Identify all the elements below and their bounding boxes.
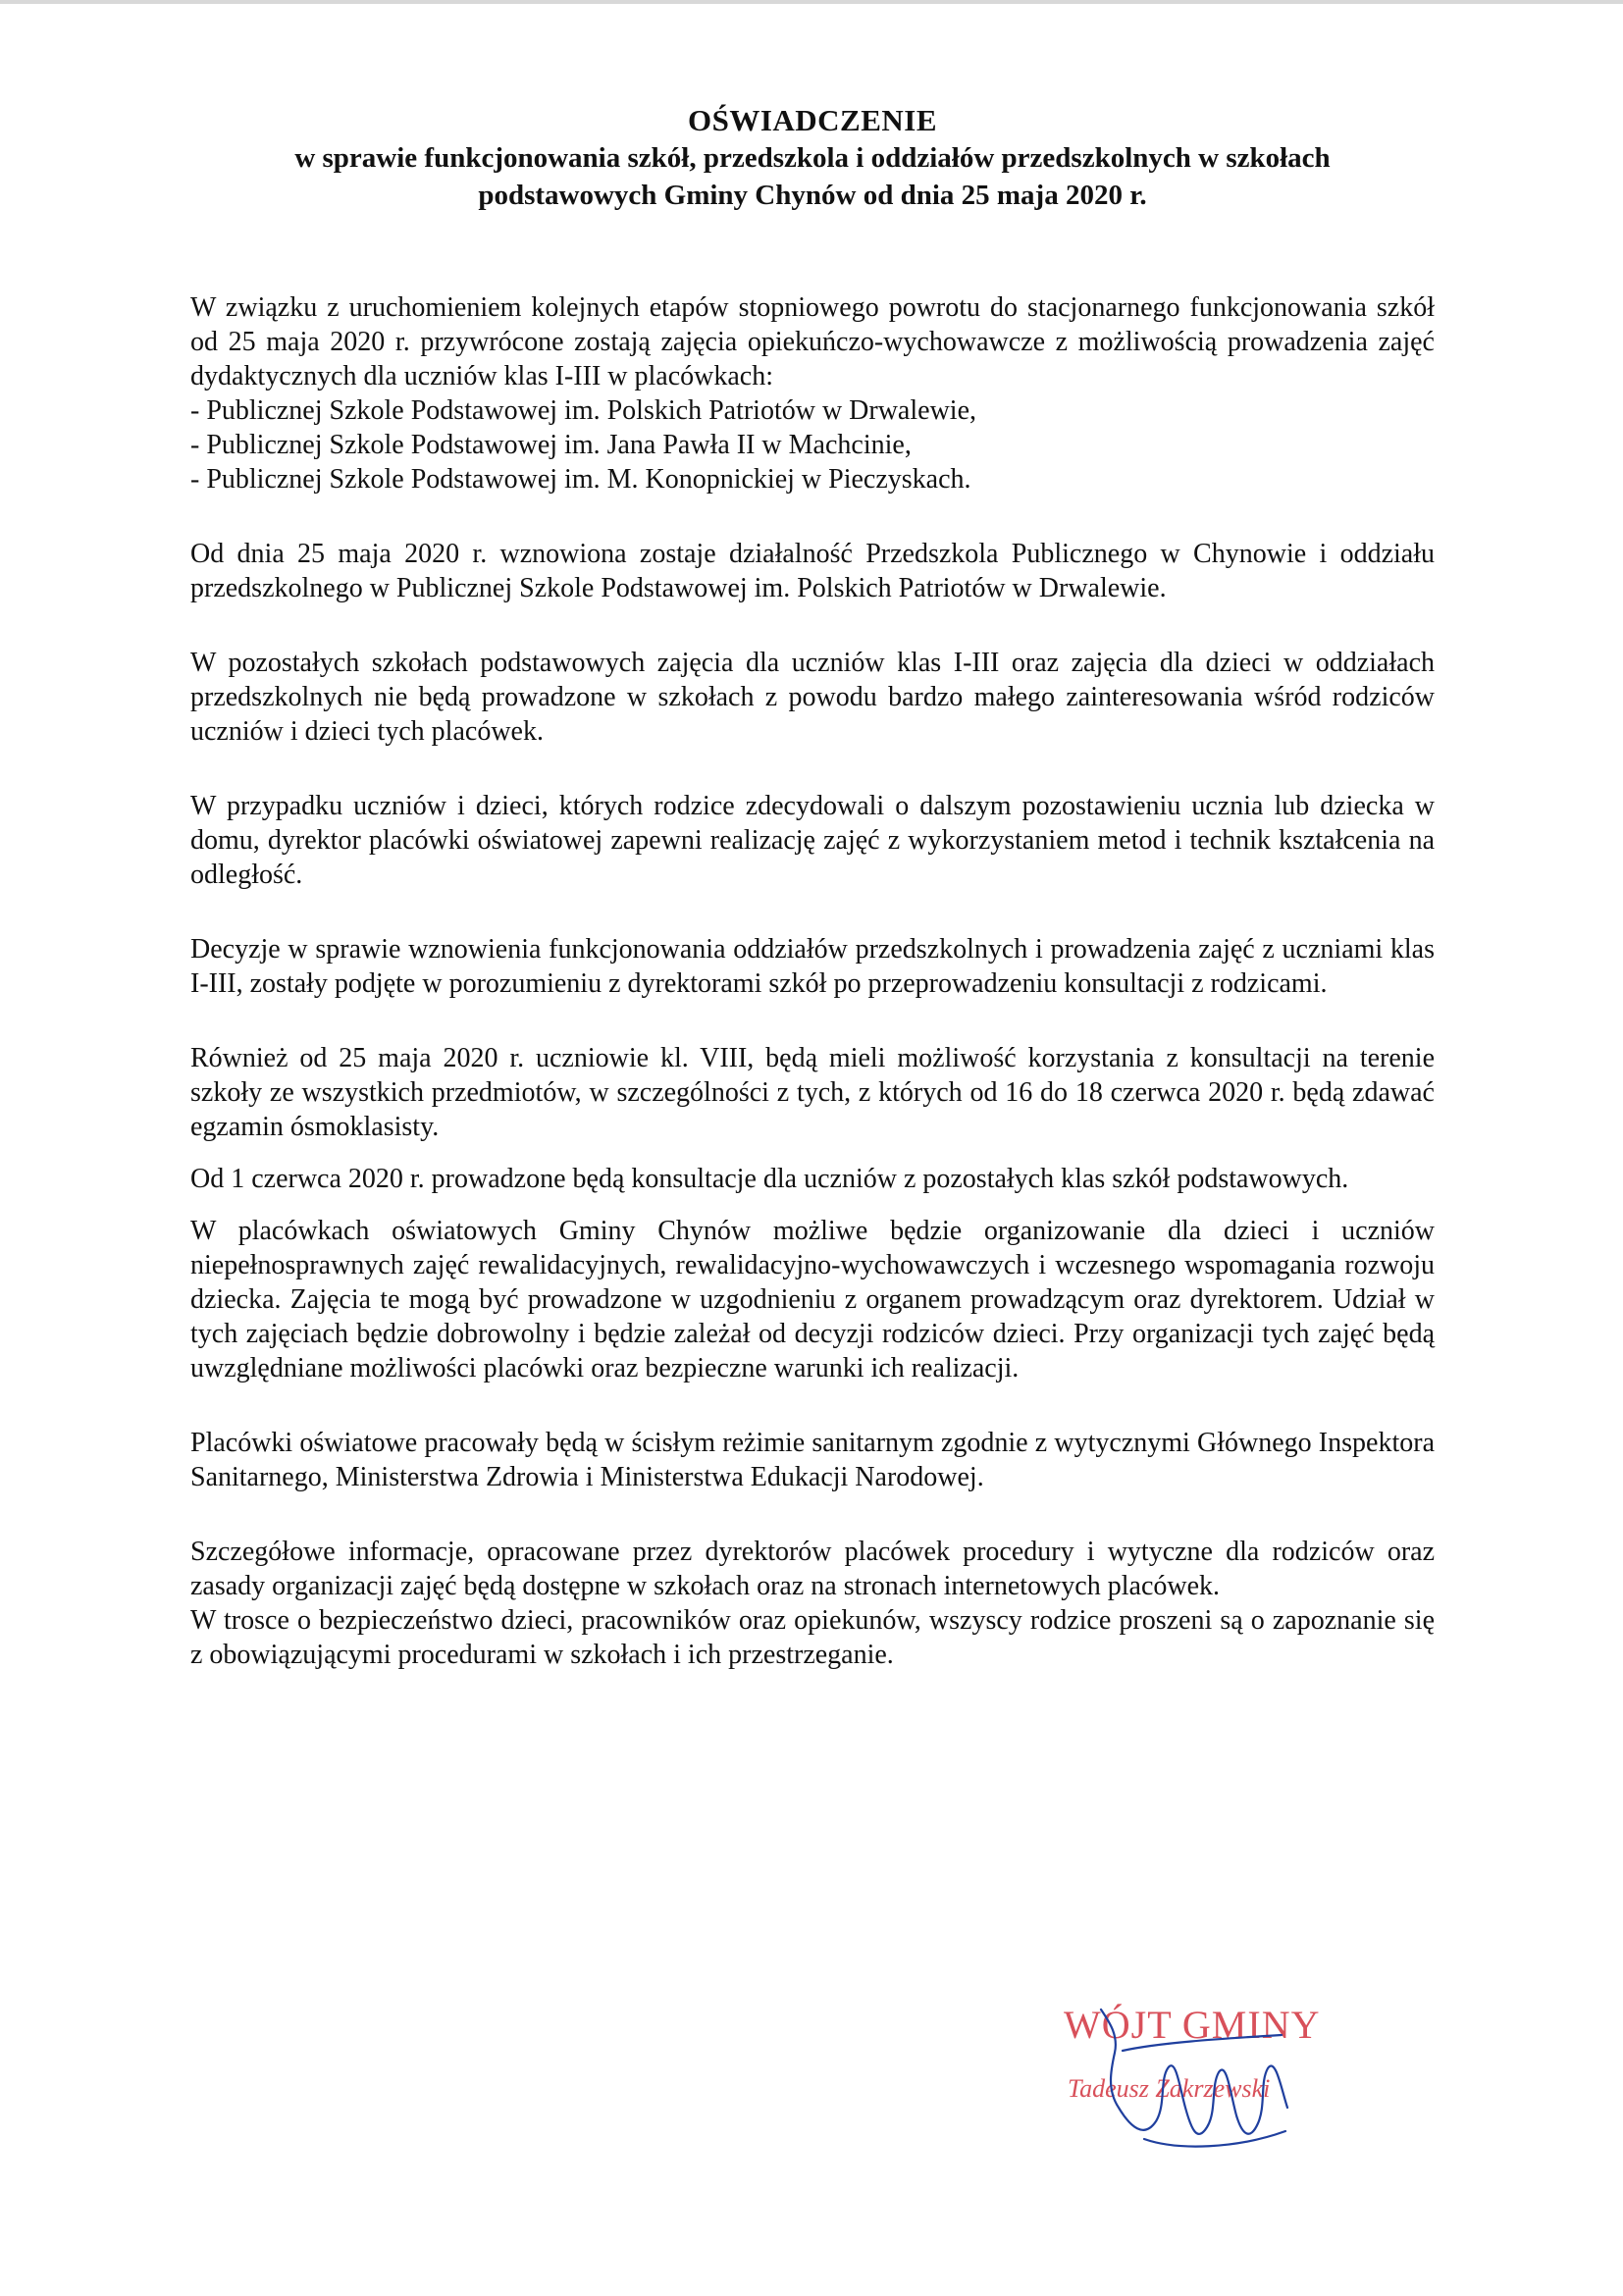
school-list-item: - Publicznej Szkole Podstawowej im. Polskich Patriotów w Drwalewie, xyxy=(190,395,976,426)
school-list-item: - Publicznej Szkole Podstawowej im. Jana Pawła II w Machcinie, xyxy=(190,430,912,460)
paragraph-safety: W trosce o bezpieczeństwo dzieci, pracowników oraz opiekunów, wszyscy rodzice proszeni są o zapoznanie się z obowiązującymi procedurami w szkołach i ich przestrzeganie. xyxy=(190,1605,1435,1670)
paragraph-preschool: Od dnia 25 maja 2020 r. wznowiona zostaje działalność Przedszkola Publicznego w Chynowie i oddziału przedszkolnego w Publicznej Szkole Podstawowej im. Polskich Patriotów w Drwalewie. xyxy=(190,539,1435,603)
paragraph-revalidation: W placówkach oświatowych Gminy Chynów możliwe będzie organizowanie dla dzieci i uczniów niepełnosprawnych zajęć rewalidacyjnych, rewalidacyjno-wychowawczych i wczesnego wspomagania rozwoju dziecka. Zajęcia te mogą być prowadzone w uzgodnieniu z organem prowadzącym oraz dyrektorem. Udział w tych zajęciach będzie dobrowolny i będzie zależał od decyzji rodziców dzieci. Przy organizacji tych zajęć będą uwzględniane możliwości placówki oraz bezpieczne warunki ich realizacji. xyxy=(190,1216,1435,1383)
stamp-title: WÓJT GMINY xyxy=(1064,2003,1321,2047)
paragraph-remote-learning: W przypadku uczniów i dzieci, których rodzice zdecydowali o dalszym pozostawieniu ucznia lub dziecka w domu, dyrektor placówki oświatowej zapewni realizację zajęć z wykorzystaniem metod i technik kształcenia na odległość. xyxy=(190,791,1435,890)
paragraph-intro: W związku z uruchomieniem kolejnych etapów stopniowego powrotu do stacjonarnego funkcjonowania szkół od 25 maja 2020 r. przywrócone zostają zajęcia opiekuńczo-wychowawcze z możliwością prowadzenia zajęć dydaktycznych dla uczniów klas I-III w placówkach: xyxy=(190,292,1435,391)
document-title: OŚWIADCZENIE xyxy=(687,103,938,137)
signature-block xyxy=(1050,1992,1374,2188)
document-header xyxy=(190,102,1435,214)
paragraph-june-consultations: Od 1 czerwca 2020 r. prowadzone będą konsultacje dla uczniów z pozostałych klas szkół podstawowych. xyxy=(190,1164,1349,1194)
handwritten-signature xyxy=(1050,1992,1374,2188)
document-subtitle-line-1: w sprawie funkcjonowania szkół, przedszkola i oddziałów przedszkolnych w szkołach xyxy=(294,142,1331,174)
paragraph-details: Szczegółowe informacje, opracowane przez dyrektorów placówek procedury i wytyczne dla rodziców oraz zasady organizacji zajęć będą dostępne w szkołach oraz na stronach internetowych placówek. xyxy=(190,1537,1435,1601)
stamp-name: Tadeusz Zakrzewski xyxy=(1068,2074,1271,2103)
paragraph-decisions: Decyzje w sprawie wznowienia funkcjonowania oddziałów przedszkolnych i prowadzenia zajęć z uczniami klas I-III, zostały podjęte w porozumieniu z dyrektorami szkół po przeprowadzeniu konsultacji z rodzicami. xyxy=(190,934,1435,999)
paragraph-sanitary: Placówki oświatowe pracowały będą w ścisłym reżimie sanitarnym zgodnie z wytycznymi Głównego Inspektora Sanitarnego, Ministerstwa Zdrowia i Ministerstwa Edukacji Narodowej. xyxy=(190,1428,1435,1492)
document-page xyxy=(190,102,1435,1672)
school-list-item: - Publicznej Szkole Podstawowej im. M. Konopnickiej w Pieczyskach. xyxy=(190,464,971,495)
paragraph-grade-8: Również od 25 maja 2020 r. uczniowie kl. VIII, będą mieli możliwość korzystania z konsultacji na terenie szkoły ze wszystkich przedmiotów, w szczególności z tych, z których od 16 do 18 czerwca 2020 r. będą zdawać egzamin ósmoklasisty. xyxy=(190,1043,1435,1142)
document-subtitle-line-2: podstawowych Gminy Chynów od dnia 25 maja 2020 r. xyxy=(478,180,1147,211)
paragraph-other-schools: W pozostałych szkołach podstawowych zajęcia dla uczniów klas I-III oraz zajęcia dla dzieci w oddziałach przedszkolnych nie będą prowadzone w szkołach z powodu bardzo małego zainteresowania wśród rodziców uczniów i dzieci tych placówek. xyxy=(190,648,1435,747)
scan-edge xyxy=(0,0,1623,4)
document-body xyxy=(190,290,1435,1672)
